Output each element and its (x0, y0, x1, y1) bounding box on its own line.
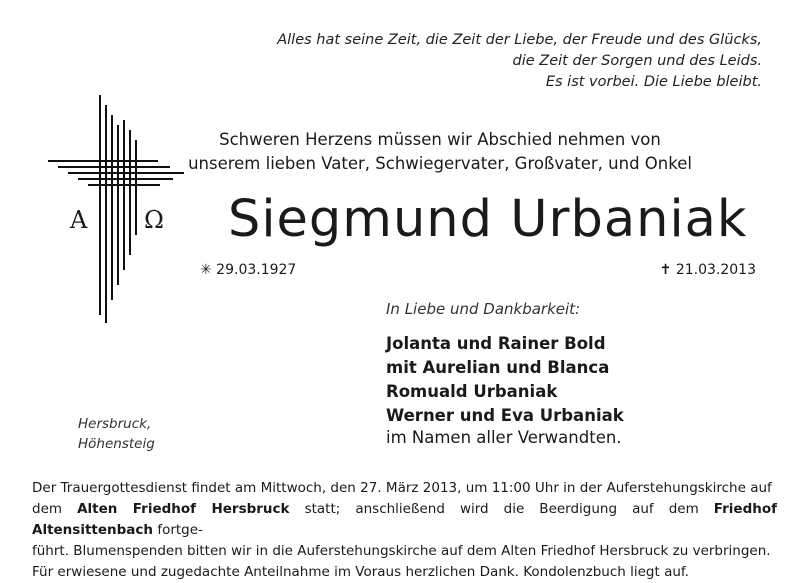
mourner-name: mit Aurelian und Blanca (386, 358, 610, 377)
intro-line: unserem lieben Vater, Schwiegervater, Großvater, und Onkel (188, 154, 692, 173)
mourner-name: Werner und Eva Urbaniak (386, 406, 624, 425)
service-details (32, 478, 777, 583)
motto-line: die Zeit der Sorgen und des Leids. (512, 53, 762, 69)
mourners-heading: In Liebe und Dankbarkeit: (386, 300, 581, 318)
service-line: Der Trauergottesdienst findet am Mittwoch, den 27. März 2013, um 11:00 Uhr in der Auferstehungskirche auf (32, 480, 772, 496)
service-line: führt. Blumenspenden bitten wir in die Auferstehungskirche auf dem Alten Friedhof Hersbruck zu verbringen. (32, 543, 771, 559)
omega-symbol: Ω (144, 206, 164, 234)
intro-text (140, 128, 740, 176)
motto-quote (277, 30, 762, 93)
death-date: ✝ 21.03.2013 (659, 262, 756, 278)
mourner-name: Jolanta und Rainer Bold (386, 334, 606, 353)
service-text: fortge- (153, 522, 203, 538)
cemetery-name: Alten Friedhof Hersbruck (77, 501, 290, 517)
birth-date: ✳ 29.03.1927 (200, 262, 297, 278)
deceased-name: Siegmund Urbaniak (228, 190, 748, 249)
mourners-list (386, 332, 624, 428)
place-line: Höhensteig (78, 436, 155, 452)
motto-line: Es ist vorbei. Die Liebe bleibt. (545, 74, 762, 90)
service-text: statt; anschließend wird die Beerdigung auf dem (289, 501, 714, 517)
motto-line: Alles hat seine Zeit, die Zeit der Liebe, der Freude und des Glücks, (277, 32, 762, 48)
service-line: Für erwiesene und zugedachte Anteilnahme im Voraus herzlichen Dank. Kondolenzbuch liegt auf. (32, 564, 689, 580)
intro-line: Schweren Herzens müssen wir Abschied nehmen von (219, 130, 661, 149)
mourners-closing: im Namen aller Verwandten. (386, 428, 622, 447)
cemetery-name: Friedhof Altensittenbach (32, 501, 777, 538)
service-text: dem (32, 501, 78, 517)
place (78, 414, 155, 454)
alpha-symbol: A (70, 206, 88, 234)
mourner-name: Romuald Urbaniak (386, 382, 558, 401)
place-line: Hersbruck, (78, 416, 152, 432)
service-line (32, 499, 777, 541)
